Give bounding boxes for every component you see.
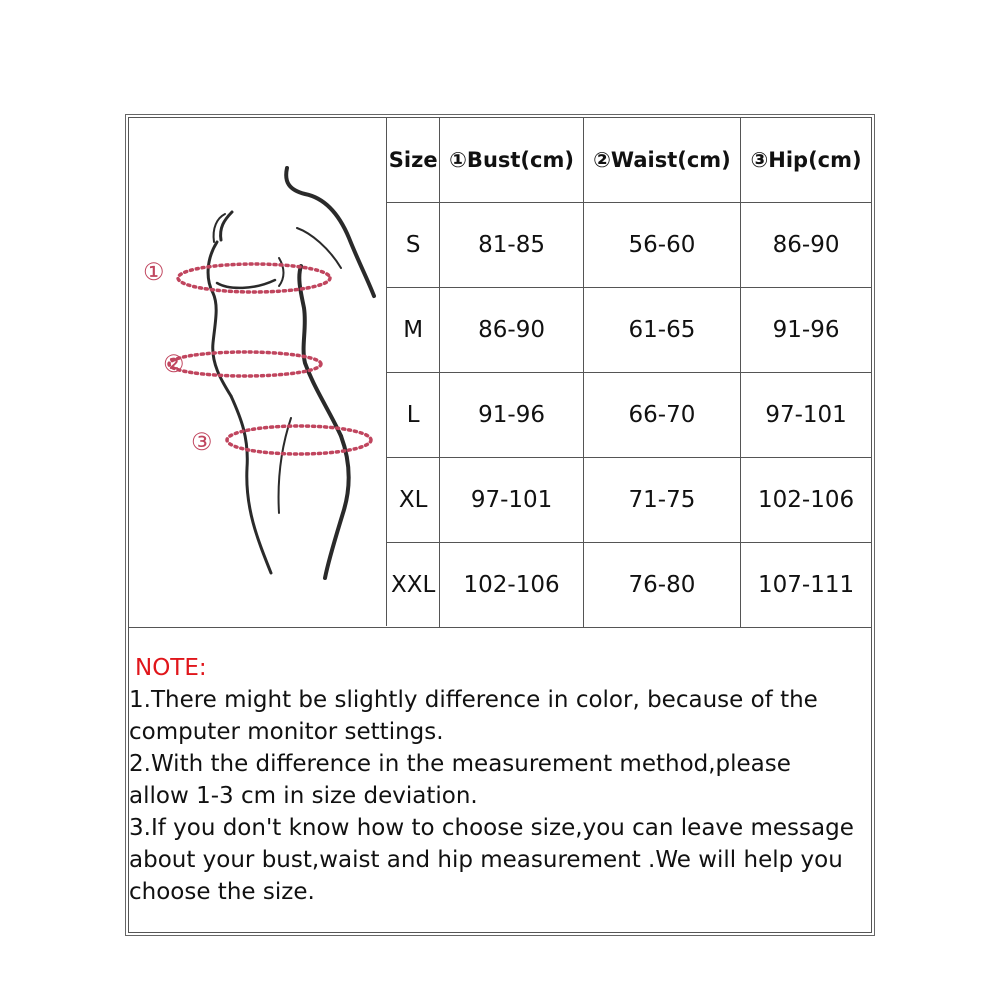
cell-waist: 61-65: [583, 288, 740, 373]
header-hip: ③Hip(cm): [741, 118, 871, 203]
header-size: Size: [387, 118, 440, 203]
cell-bust: 97-101: [440, 458, 583, 543]
size-chart-inner: [128, 117, 872, 933]
marker-waist: ②: [163, 350, 185, 378]
note-section: [129, 627, 871, 932]
cell-size: S: [387, 203, 440, 288]
note-title: NOTE:: [135, 655, 207, 681]
header-waist: ②Waist(cm): [583, 118, 740, 203]
cell-waist: 66-70: [583, 373, 740, 458]
cell-bust: 81-85: [440, 203, 583, 288]
note-line: choose the size.: [129, 879, 315, 905]
note-line: about your bust,waist and hip measurement .We will help you: [129, 847, 843, 873]
cell-waist: 71-75: [583, 458, 740, 543]
cell-bust: 102-106: [440, 543, 583, 628]
cell-size: XXL: [387, 543, 440, 628]
note-line: computer monitor settings.: [129, 719, 444, 745]
header-bust: ①Bust(cm): [440, 118, 583, 203]
size-chart: [125, 114, 875, 936]
body-figure-cell: [129, 118, 387, 626]
marker-hip: ③: [191, 428, 213, 456]
cell-size: L: [387, 373, 440, 458]
marker-bust: ①: [143, 258, 165, 286]
note-line: allow 1-3 cm in size deviation.: [129, 783, 478, 809]
cell-hip: 97-101: [741, 373, 871, 458]
size-table: [387, 118, 871, 628]
cell-bust: 91-96: [440, 373, 583, 458]
cell-size: XL: [387, 458, 440, 543]
table-row: [387, 543, 871, 628]
cell-hip: 107-111: [741, 543, 871, 628]
cell-hip: 86-90: [741, 203, 871, 288]
note-line: 3.If you don't know how to choose size,you can leave message: [129, 815, 854, 841]
cell-hip: 102-106: [741, 458, 871, 543]
table-header-row: [387, 118, 871, 203]
table-row: [387, 458, 871, 543]
cell-waist: 56-60: [583, 203, 740, 288]
cell-waist: 76-80: [583, 543, 740, 628]
cell-bust: 86-90: [440, 288, 583, 373]
cell-hip: 91-96: [741, 288, 871, 373]
cell-size: M: [387, 288, 440, 373]
table-row: [387, 203, 871, 288]
note-line: 2.With the difference in the measurement method,please: [129, 751, 791, 777]
body-outline-illustration: [129, 118, 386, 626]
table-row: [387, 288, 871, 373]
table-row: [387, 373, 871, 458]
note-line: 1.There might be slightly difference in color, because of the: [129, 687, 818, 713]
